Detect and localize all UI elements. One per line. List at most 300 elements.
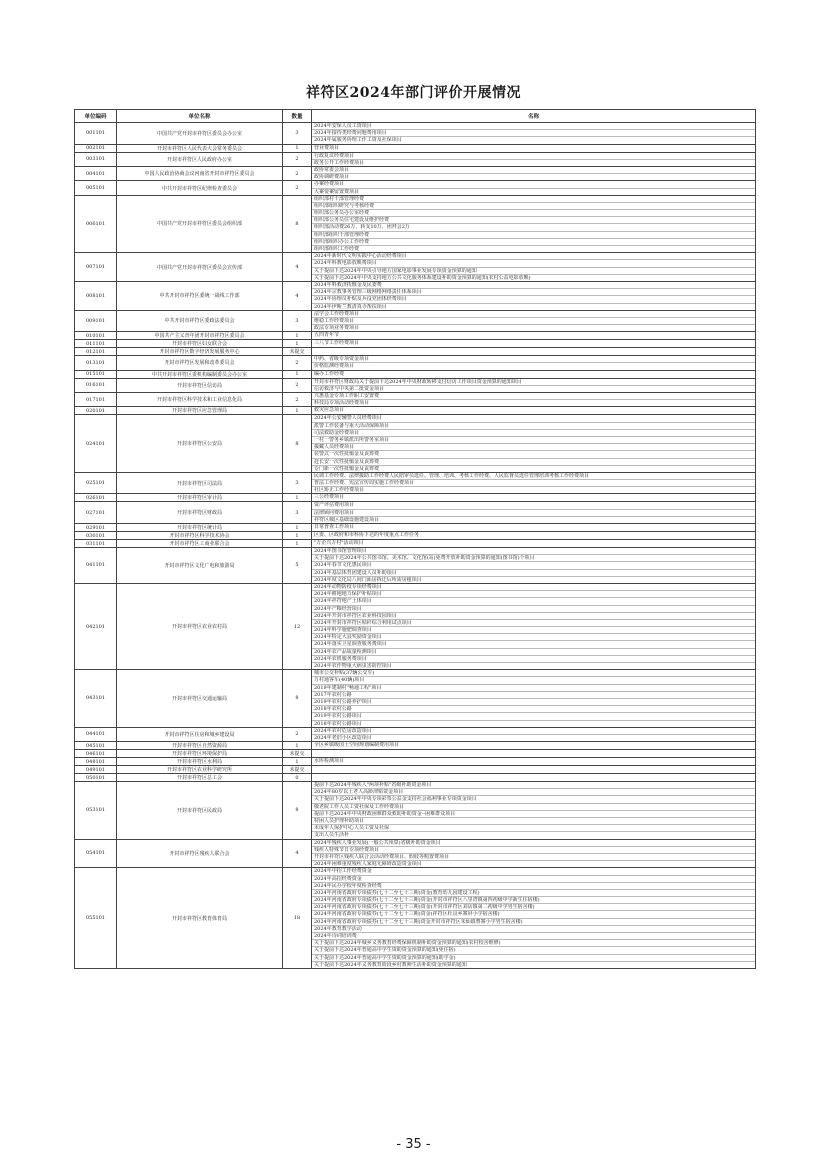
item-names-cell — [312, 540, 756, 548]
table-row — [75, 253, 756, 282]
item-names-cell — [312, 332, 756, 340]
item-name: 全区乡镇级国土空间规划编制费用项目 — [314, 742, 400, 749]
unit-code-cell: 011101 — [75, 340, 117, 348]
table-row — [75, 195, 756, 253]
unit-name-cell: 开封市祥符区交通运输局 — [117, 670, 283, 728]
table-row — [75, 281, 756, 310]
unit-name-cell: 开封市祥符区财政局 — [117, 502, 283, 524]
item-name: 2024年教育教学活动 — [312, 925, 755, 932]
unit-name-cell: 开封市祥符区人民代表大会常务委员会 — [117, 144, 283, 152]
table-row — [75, 356, 756, 370]
unit-name-cell: 开封市祥符区总工会 — [117, 774, 283, 782]
count-cell: 1 — [283, 370, 312, 378]
item-name: 政协常委会项目 — [314, 166, 350, 173]
table-row — [75, 348, 756, 356]
table-row — [75, 370, 756, 378]
item-name: 组织部村干部管理经费 — [314, 195, 365, 202]
item-name: 组织部公务员住宅建设及维护经费 — [312, 216, 755, 223]
item-name: 2024年农产品质量检测项目 — [312, 648, 755, 655]
item-name: 2024年科学施肥调查项目 — [312, 626, 755, 633]
table-row — [75, 766, 756, 774]
unit-code-cell: 031101 — [75, 540, 117, 548]
item-names-cell — [312, 281, 756, 310]
unit-name-cell: 开封市祥符区科学技术和工业信息化局 — [117, 393, 283, 407]
item-name: 2018年农村公路 — [312, 705, 755, 712]
count-cell: 1 — [283, 758, 312, 766]
item-name: 科技局专项活动经费项目 — [312, 399, 755, 406]
unit-name-cell: 开封市祥符区民政局 — [117, 782, 283, 840]
item-names-cell — [312, 253, 756, 282]
unit-name-cell: 中国共产主义青年团开封市祥符区委员会 — [117, 332, 283, 340]
item-name: 组织部组织工作经费 — [312, 245, 755, 252]
item-name: 2018年农村公路项目 — [312, 720, 755, 727]
table-row — [75, 472, 756, 494]
item-name: 敬老院工作人员工资社保及工作经费项目 — [312, 803, 755, 810]
unit-name-cell: 开封市祥符区数字经济发展服务中心 — [117, 348, 283, 356]
item-name: 关于提前下达2024年中央引导地方国家电影事业发展专项资金预算的通知 — [312, 267, 755, 274]
item-names-cell — [312, 356, 756, 370]
unit-name-cell: 开封市祥符区应急管理局 — [117, 407, 283, 415]
item-names-cell — [312, 123, 756, 145]
count-cell: 18 — [283, 868, 312, 969]
table-row — [75, 494, 756, 502]
unit-name-cell: 开封市祥符区工商业联合会 — [117, 540, 283, 548]
item-name: 水库检测项目 — [314, 758, 345, 765]
item-name: 2024年料救济抚恤金及民委费 — [314, 281, 382, 288]
item-name: 普法工作经费、宪法宣传周实施工作经费项目 — [312, 479, 755, 486]
count-cell: 5 — [283, 548, 312, 584]
count-cell: 4 — [283, 281, 312, 310]
item-name: 组织部公务员办公室经费 — [312, 209, 755, 216]
unit-name-cell: 中共开封市祥符区委统一战线工作部 — [117, 281, 283, 310]
item-name: 组织部活动费26万，转支10万，团拜会2万 — [312, 223, 755, 230]
item-names-cell — [312, 583, 756, 669]
table-row — [75, 670, 756, 728]
item-name: 2024年河南省政府专项债券(七十二至七十三期)资金开封市祥符区朱仙镇曹寨小学男生宿舍楼) — [312, 918, 755, 925]
unit-code-cell: 017101 — [75, 393, 117, 407]
item-name: 2024年特定大县奖励资金项目 — [312, 633, 755, 640]
unit-code-cell: 009101 — [75, 310, 117, 332]
header-unit-name: 单位名称 — [117, 110, 283, 123]
unit-code-cell: 025101 — [75, 472, 117, 494]
item-name: 2024年宗教事务管理三级网格网络责任体系项目 — [312, 288, 755, 295]
item-names-cell — [312, 766, 756, 774]
item-name: 三八节工作经费项目 — [314, 340, 360, 347]
count-cell: 4 — [283, 839, 312, 868]
item-name: 2024年诗词培训费 — [312, 932, 755, 939]
item-name: 维稳工作经费项目 — [312, 317, 755, 324]
unit-name-cell: 中共开封市祥符区委机构编制委员会办公室 — [117, 370, 283, 378]
count-cell: 8 — [283, 415, 312, 473]
item-name: 社区矫正工作经费项目 — [312, 486, 755, 493]
table-body — [75, 123, 756, 969]
item-name: 2024年民办学校年度检查经费 — [312, 882, 755, 889]
unit-name-cell: 开封市祥符区教育体育局 — [117, 868, 283, 969]
item-name: 法学会工作经费项目 — [314, 310, 360, 317]
item-name: 2024年安保人员工资项目 — [314, 123, 372, 129]
unit-code-cell: 055101 — [75, 868, 117, 969]
table-row — [75, 332, 756, 340]
unit-name-cell: 开封市祥符区统计局 — [117, 524, 283, 532]
count-cell: 1 — [283, 540, 312, 548]
table-row — [75, 782, 756, 840]
unit-name-cell: 开封市祥符区住房和城乡建设局 — [117, 727, 283, 741]
item-name: 祥符区城区基础设施建设项目 — [312, 516, 755, 523]
table-row — [75, 524, 756, 532]
item-name: 2024年农作物重大病虫害防控项目 — [312, 662, 755, 669]
item-names-cell — [312, 166, 756, 180]
unit-code-cell: 010101 — [75, 332, 117, 340]
item-name: 2017年农村公路 — [312, 691, 755, 698]
item-name: 中药、省级专项资金项目 — [314, 356, 370, 363]
table-row — [75, 152, 756, 166]
unit-code-cell: 044101 — [75, 727, 117, 741]
count-cell: 3 — [283, 472, 312, 494]
unit-code-cell: 006101 — [75, 195, 117, 253]
count-cell: 2 — [283, 727, 312, 741]
item-name: 2024年落实卫星调查服务费项目 — [312, 640, 755, 647]
item-name: 行政复议经费项目 — [314, 152, 355, 159]
table-row — [75, 378, 756, 392]
item-name: 2024年新时代文明实践中心活动经费项目 — [314, 253, 407, 260]
page-title: 祥符区2024年部门评价开展情况 — [306, 85, 521, 101]
item-names-cell — [312, 758, 756, 766]
item-name: 2024年基层体育团建设人员补助项目 — [312, 569, 755, 576]
unit-name-cell: 开封市祥符区发展和改革委员会 — [117, 356, 283, 370]
item-names-cell — [312, 524, 756, 532]
item-name: 支出人员生活补 — [312, 831, 755, 838]
item-names-cell — [312, 782, 756, 840]
count-cell: 2 — [283, 166, 312, 180]
item-names-cell — [312, 750, 756, 758]
table-row — [75, 540, 756, 548]
count-cell: 未提交 — [283, 348, 312, 356]
header-unit-code: 单位编码 — [75, 110, 117, 123]
unit-name-cell: 开封市祥符区人民政府办公室 — [117, 152, 283, 166]
count-cell: 2 — [283, 181, 312, 195]
item-names-cell — [312, 532, 756, 540]
count-cell: 12 — [283, 583, 312, 669]
unit-name-cell: 开封市祥符区自然资源局 — [117, 742, 283, 750]
item-name: 关于提前下达2024年普通高中学生资助资金预算的通知(助学金) — [312, 954, 755, 961]
table-row — [75, 144, 756, 152]
item-name: 2024年耕地地力保护补贴项目 — [312, 590, 755, 597]
unit-code-cell: 005101 — [75, 181, 117, 195]
unit-name-cell: 开封市祥符区审计局 — [117, 494, 283, 502]
count-cell: 0 — [283, 774, 312, 782]
item-name: 2024年中招工作经费资金 — [314, 868, 372, 875]
item-name: 2024年困难重度残疾人家庭无障碍改造资金项目 — [312, 860, 755, 867]
unit-name-cell: 中国共产党开封市祥符区委员会宣传部 — [117, 253, 283, 282]
unit-code-cell: 016101 — [75, 378, 117, 392]
item-names-cell — [312, 727, 756, 741]
unit-code-cell: 007101 — [75, 253, 117, 282]
item-name: 万村通客车(40辆)项目 — [312, 676, 755, 683]
unit-code-cell: 049101 — [75, 766, 117, 774]
table-row — [75, 750, 756, 758]
item-names-cell — [312, 472, 756, 494]
item-name: 政法专项业务费项目 — [312, 324, 755, 331]
unit-name-cell: 开封市祥符区妇女联合会 — [117, 340, 283, 348]
unit-code-cell: 030101 — [75, 532, 117, 540]
unit-code-cell: 001101 — [75, 123, 117, 145]
item-names-cell — [312, 494, 756, 502]
unit-code-cell: 024101 — [75, 415, 117, 473]
item-name: 派警工作装备与重大活动保障项目 — [312, 422, 755, 429]
item-name: "万企兴万村"活动项目 — [314, 540, 364, 546]
item-name: 2024年动物防疫专项经费项目 — [314, 583, 382, 590]
item-name: 提前下达2024年中央财政困难群众救助补助资金--困难群众项目 — [312, 810, 755, 817]
unit-code-cell: 053101 — [75, 782, 117, 840]
unit-code-cell: 002101 — [75, 144, 117, 152]
count-cell: 3 — [283, 502, 312, 524]
unit-code-cell: 046101 — [75, 750, 117, 758]
item-name: 2024年高招经费资金 — [312, 875, 755, 882]
table-row — [75, 310, 756, 332]
item-names-cell — [312, 378, 756, 392]
item-name: 编办工作经费 — [314, 370, 345, 377]
table-row — [75, 340, 756, 348]
count-cell: 未提交 — [283, 766, 312, 774]
item-name — [312, 774, 755, 780]
count-cell: 1 — [283, 144, 312, 152]
item-name: 资产评估费用项目 — [314, 502, 355, 509]
count-cell: 2 — [283, 393, 312, 407]
item-name: 2024年农村危房改造项目 — [314, 727, 372, 734]
item-name: 城市公交补贴(37辆公交车) — [314, 670, 375, 677]
item-name: 2024年河南省政府专项债券(七十二至七十三期)资金(祥符区杜良乡寨屏小学宿舍楼) — [312, 910, 755, 917]
unit-code-cell: 041101 — [75, 548, 117, 584]
item-name: 大案要案留置费项目 — [312, 188, 755, 195]
item-name: 关于提前下达2024年普通高中学生资助资金预算的通知(免住宿) — [312, 946, 755, 953]
table-row — [75, 415, 756, 473]
item-name: 提前下达2024年残疾人"两项补贴"省级补助资金项目 — [314, 782, 432, 789]
unit-code-cell: 029101 — [75, 524, 117, 532]
unit-code-cell: 045101 — [75, 742, 117, 750]
table-row — [75, 839, 756, 868]
item-names-cell — [312, 774, 756, 782]
count-cell: 1 — [283, 340, 312, 348]
item-name: 特困人员护理补助项目 — [312, 817, 755, 824]
item-name: 价格监测经费项目 — [312, 362, 755, 369]
count-cell: 8 — [283, 195, 312, 253]
item-name: 2024年度文化局八间门面房拆迁后所需房租项目 — [312, 576, 755, 583]
item-names-cell — [312, 370, 756, 378]
item-name: 2024年河南省政府专项债券(七十二至七十三期)资金(开封市祥符区八里湾镇第四初级中学新生住宿楼) — [312, 896, 755, 903]
item-name: 五四青年节 — [314, 332, 340, 339]
unit-name-cell: 开封市祥符区水利局 — [117, 758, 283, 766]
item-name: 2024年接待类经费问题费用项目 — [312, 129, 755, 136]
count-cell: 1 — [283, 742, 312, 750]
unit-name-cell: 开封市祥符区残疾人联合会 — [117, 839, 283, 868]
unit-code-cell: 004101 — [75, 166, 117, 180]
item-name: 2019年农村公路养护项目 — [312, 698, 755, 705]
item-name: 一村一警务乡镇派出所警务室项目 — [312, 436, 755, 443]
item-name: 开封市祥符区残疾人联合会活动经费项目、假肢等购置费项目 — [312, 853, 755, 860]
unit-code-cell: 013101 — [75, 356, 117, 370]
item-name: 法律顾问费用项目 — [312, 509, 755, 516]
item-name: 组织部组织办公工作经费 — [312, 238, 755, 245]
unit-name-cell: 开封市祥符区信访局 — [117, 378, 283, 392]
header-count: 数量 — [283, 110, 312, 123]
item-name — [312, 766, 755, 772]
unit-name-cell: 中国共产党开封市祥符区委员会办公室 — [117, 123, 283, 145]
item-name: 2024年属服务协理工作工资及社保项目 — [312, 136, 755, 143]
count-cell: 1 — [283, 407, 312, 415]
item-names-cell — [312, 340, 756, 348]
unit-name-cell: 中国人民政治协商会议河南省开封市祥符区委员会 — [117, 166, 283, 180]
table-row — [75, 166, 756, 180]
item-names-cell — [312, 868, 756, 969]
item-names-cell — [312, 415, 756, 473]
table-row — [75, 407, 756, 415]
item-name: 2024年残疾人事业发展(一般公共预算)省级补助资金项目 — [314, 839, 441, 846]
table-row — [75, 532, 756, 540]
item-name: 2024年协理员补贴及兵役党团体经费项目 — [312, 295, 755, 302]
item-name: 民调工作经费、法律援助工作经费人民陪审员选任、管理、培训、考核工作经费、人民监督员选任管理培训考核工作经费项目 — [314, 472, 590, 479]
count-cell: 2 — [283, 152, 312, 166]
item-name: 组织部组织干部管理经费 — [312, 231, 755, 238]
page-number: - 35 - — [396, 1137, 431, 1152]
unit-name-cell: 开封市祥符区公安局 — [117, 415, 283, 473]
count-cell: 2 — [283, 356, 312, 370]
unit-code-cell: 026101 — [75, 494, 117, 502]
item-names-cell — [312, 310, 756, 332]
unit-name-cell: 开封市祥符区司法局 — [117, 472, 283, 494]
unit-name-cell: 开封市祥符区农业农村局 — [117, 583, 283, 669]
count-cell: 8 — [283, 782, 312, 840]
item-name: 信访救济与中央第二批资金项目 — [312, 385, 755, 392]
unit-code-cell: 043101 — [75, 670, 117, 728]
count-cell: 3 — [283, 310, 312, 332]
item-names-cell — [312, 144, 756, 152]
count-cell: 1 — [283, 332, 312, 340]
item-names-cell — [312, 393, 756, 407]
item-name: 政务公开工作经费项目 — [312, 159, 755, 166]
item-name: 2024年科教电影放映费项目 — [312, 259, 755, 266]
header-item-name: 名称 — [312, 110, 756, 123]
item-name: 关于提前下达2024年义务教育阶段乡村教师生活补助资金预算的通知 — [312, 961, 755, 968]
unit-code-cell: 027101 — [75, 502, 117, 524]
item-name: 关于提前下达2024年中央专项彩票公益金支持社会福利事业专项资金项目 — [312, 795, 755, 802]
table-row — [75, 742, 756, 750]
unit-code-cell: 015101 — [75, 370, 117, 378]
count-cell: 未提交 — [283, 750, 312, 758]
item-name: 政协调研费项目 — [312, 173, 755, 180]
table-row — [75, 774, 756, 782]
table-row — [75, 583, 756, 669]
item-name: 关于提前下达2024年公共图书馆、美术馆、文化馆(站)免费开放补助资金预算的通知(图书馆)个项目 — [312, 554, 755, 561]
item-names-cell — [312, 152, 756, 166]
item-name: 2024年产粮经营项目 — [312, 605, 755, 612]
table-row — [75, 548, 756, 584]
table-row — [75, 868, 756, 969]
count-cell: 8 — [283, 670, 312, 728]
item-name: 2019年建制村"畅通工程"项目 — [312, 684, 755, 691]
item-name: 开封市祥符区财政局关于提前下达2024年中央财政转移支付信访工作项目资金预算的通知项目 — [314, 378, 522, 385]
item-name: 营业费项目 — [314, 144, 340, 151]
unit-name-cell: 开封市祥符区环境保护局 — [117, 750, 283, 758]
unit-name-cell: 中国共产党开封市祥符区委员会组织部 — [117, 195, 283, 253]
item-name: 关于提前下达2024年中央支持地方公共文化服务体系建设补助资金预算的通知(农村公益电影放映) — [312, 274, 755, 281]
unit-name-cell: 中共开封市祥符区委政法委员会 — [117, 310, 283, 332]
item-names-cell — [312, 548, 756, 584]
item-name: 专门新一次性抚恤金及丧葬费 — [312, 465, 755, 472]
item-name: 装警式一次性抚恤金及丧葬费 — [312, 450, 755, 457]
item-name: 司法救助金经费项目 — [312, 429, 755, 436]
unit-name-cell: 开封市祥符区农业科学研究所 — [117, 766, 283, 774]
item-names-cell — [312, 502, 756, 524]
table-row — [75, 502, 756, 524]
table-row — [75, 727, 756, 741]
item-name: 办案经费项目 — [314, 181, 345, 188]
item-name: 未成年人保护中心人员工资及社保 — [312, 824, 755, 831]
item-name: 援藏人员经费项目 — [312, 443, 755, 450]
item-name: 2024年开封市祥符区农业科技园项目 — [312, 612, 755, 619]
item-names-cell — [312, 348, 756, 356]
item-names-cell — [312, 407, 756, 415]
item-name: 2024年河南省政府专项债券(七十二至七十三期)资金(教育幼儿园建设工程) — [312, 889, 755, 896]
table-row — [75, 393, 756, 407]
unit-code-cell: 020101 — [75, 407, 117, 415]
count-cell: 4 — [283, 253, 312, 282]
item-name: 2024年公安辅警人员经费项目 — [314, 415, 382, 422]
item-names-cell — [312, 742, 756, 750]
count-cell: 1 — [283, 494, 312, 502]
item-name: 兴惠基金专项工作职工安置费 — [314, 393, 380, 399]
item-name: 区委、区政府和市科协下达的年度重点工作任务 — [314, 532, 420, 538]
count-cell: 3 — [283, 123, 312, 145]
evaluation-table — [74, 109, 756, 969]
table-row — [75, 181, 756, 195]
table-header-row — [75, 110, 756, 123]
item-name: 2024年图书馆管理项目 — [314, 548, 367, 554]
item-names-cell — [312, 195, 756, 253]
item-name: 关于提前下达2024年城乡义务教育经费保障机制补助资金预算的通知(农村校舍维修) — [312, 939, 755, 946]
item-name: 2024年伊斯兰教清真寺帮扶项目 — [312, 303, 755, 310]
unit-code-cell: 003101 — [75, 152, 117, 166]
unit-name-cell: 开封市祥符区文化广电和旅游局 — [117, 548, 283, 584]
item-name: 2024年春节文化惠民项目 — [312, 561, 755, 568]
count-cell: 2 — [283, 378, 312, 392]
item-name: 残疾人特殊节日专项经费项目 — [312, 846, 755, 853]
unit-code-cell: 050101 — [75, 774, 117, 782]
item-name: 救灾应急项目 — [314, 407, 345, 414]
count-cell: 1 — [283, 532, 312, 540]
item-name: 日常普查工作项目 — [314, 524, 355, 530]
table-row — [75, 123, 756, 145]
table-row — [75, 758, 756, 766]
item-name — [312, 348, 755, 354]
item-name: 2024年80岁以上老人高龄津贴资金项目 — [312, 788, 755, 795]
item-names-cell — [312, 670, 756, 728]
item-name: 2024年河南省政府专项债券(七十二至七十三期)资金(开封市祥符区刘店镇第二初级中学男生宿舍楼) — [312, 903, 755, 910]
item-name: 2024年开封市祥符区秸秆综合利用试点项目 — [312, 619, 755, 626]
item-name — [312, 750, 755, 756]
unit-code-cell: 042101 — [75, 583, 117, 669]
unit-code-cell: 008101 — [75, 281, 117, 310]
unit-name-cell: 开封市祥符区科学技术协会 — [117, 532, 283, 540]
item-name: 组织部组织研究与考核经费 — [312, 202, 755, 209]
item-name: 2019年农村公路项目 — [312, 712, 755, 719]
item-name: 2024年老旧小区改造项目 — [312, 734, 755, 741]
item-name: 2024年祥符地产土体项目 — [312, 597, 755, 604]
unit-code-cell: 054101 — [75, 839, 117, 868]
item-name: 赴长安一次性抚恤金及丧葬费 — [312, 458, 755, 465]
item-names-cell — [312, 181, 756, 195]
unit-code-cell: 012101 — [75, 348, 117, 356]
item-names-cell — [312, 839, 756, 868]
